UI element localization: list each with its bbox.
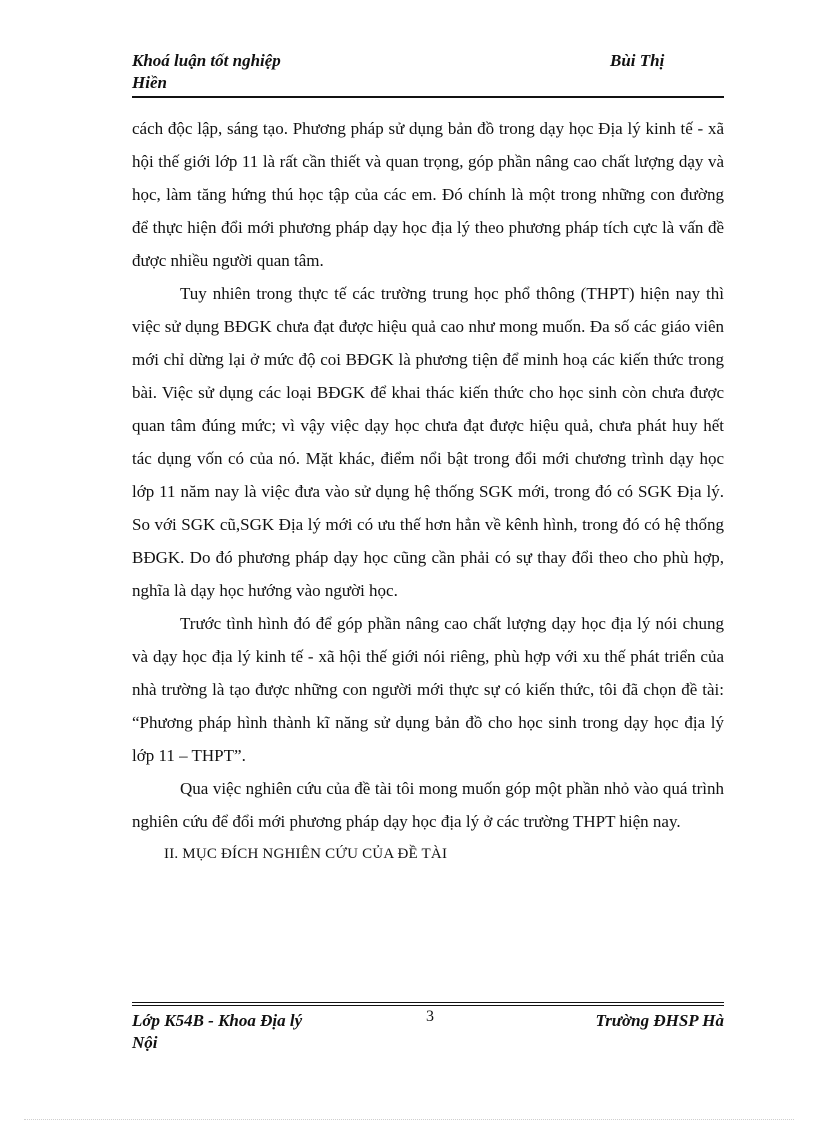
section-heading: II. MỤC ĐÍCH NGHIÊN CỨU CỦA ĐỀ TÀI	[164, 846, 448, 862]
header-author-name-continued: Hiền	[132, 73, 167, 92]
header-author-name: Bùi Thị	[610, 51, 665, 70]
footer-university: Trường ĐHSP Hà	[595, 1011, 724, 1030]
page-edge-dotted-line	[24, 1119, 794, 1120]
page-number: 3	[426, 1008, 434, 1025]
header-thesis-title: Khoá luận tốt nghiệp	[132, 51, 281, 70]
header-rule	[132, 96, 724, 98]
footer-rule-top	[132, 1002, 724, 1003]
paragraph-reality: Tuy nhiên trong thực tế các trường trung học phổ thông (THPT) hiện nay thì việc sử dụng BĐGK chưa đạt được hiệu quả cao như mong muốn. Đa số các giáo viên mới chỉ dừng lại ở mức độ coi BĐGK là phương tiện để minh hoạ các kiến thức trong bài. Việc sử dụng các loại BĐGK để khai thác kiến thức cho học sinh còn chưa được quan tâm đúng mức; vì vậy việc dạy học chưa đạt được hiệu quả, chưa phát huy hết tác dụng vốn có của nó. Mặt khác, điểm nổi bật trong đổi mới chương trình dạy học lớp 11 năm nay là việc đưa vào sử dụng hệ thống SGK mới, trong đó có SGK Địa lý. So với SGK cũ,SGK Địa lý mới có ưu thế hơn hẳn về kênh hình, trong đó có hệ thống BĐGK. Do đó phương pháp dạy học cũng cần phải có sự thay đổi theo cho phù hợp, nghĩa là dạy học hướng vào người học.	[132, 284, 724, 600]
paragraph-topic-choice: Trước tình hình đó để góp phần nâng cao chất lượng dạy học địa lý nói chung và dạy học địa lý kinh tế - xã hội thế giới nói riêng, phù hợp với xu thế phát triển của nhà trường là tạo được những con người mới thực sự có kiến thức, tôi đã chọn đề tài: “Phương pháp hình thành kĩ năng sử dụng bản đồ cho học sinh trong dạy học địa lý lớp 11 – THPT”.	[132, 614, 724, 765]
paragraph-continuation: cách độc lập, sáng tạo. Phương pháp sử dụng bản đồ trong dạy học Địa lý kinh tế - xã hội thế giới lớp 11 là rất cần thiết và quan trọng, góp phần nâng cao chất lượng dạy và học, làm tăng hứng thú học tập của các em. Đó chính là một trong những con đường để thực hiện đổi mới phương pháp dạy học địa lý theo phương pháp tích cực là vấn đề được nhiều người quan tâm.	[132, 119, 724, 270]
footer-class-department: Lớp K54B - Khoa Địa lý	[132, 1011, 303, 1030]
paragraph-research-hope: Qua việc nghiên cứu của đề tài tôi mong muốn góp một phần nhỏ vào quá trình nghiên cứu để đổi mới phương pháp dạy học địa lý ở các trường THPT hiện nay.	[132, 779, 724, 831]
body-text	[132, 112, 724, 871]
footer-university-continued: Nội	[132, 1033, 158, 1052]
